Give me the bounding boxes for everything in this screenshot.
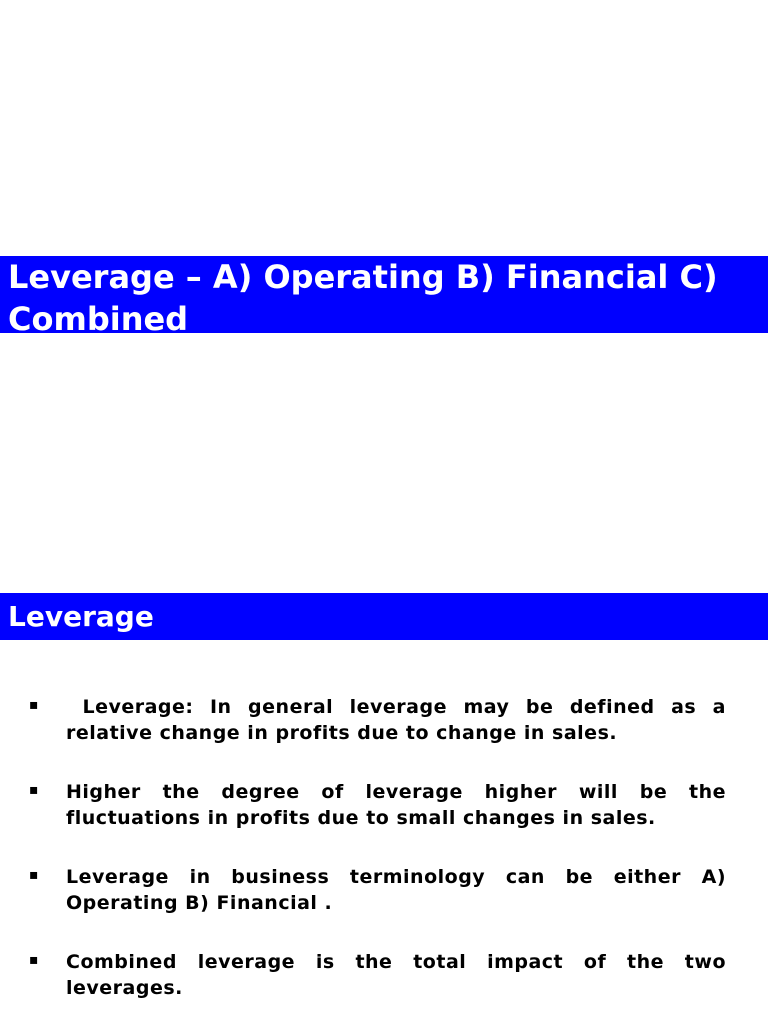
- bullet-text: Leverage in business terminology can be either A) Operating B) Financial .: [66, 866, 726, 914]
- list-item: [0, 864, 768, 916]
- square-bullet-icon: ▪: [29, 867, 39, 883]
- bullet-text: Leverage: In general leverage may be defined as a relative change in profits due to change in sales.: [66, 696, 726, 744]
- list-item: [0, 949, 768, 1001]
- slide-title: Leverage – A) Operating B) Financial C) Combined: [8, 258, 718, 338]
- bullet-list: [0, 694, 768, 1034]
- square-bullet-icon: ▪: [29, 952, 39, 968]
- square-bullet-icon: ▪: [29, 697, 39, 713]
- section-title: Leverage: [8, 600, 154, 633]
- list-item: [0, 779, 768, 831]
- slide-title-bar: [0, 256, 768, 338]
- bullet-text: Higher the degree of leverage higher will be the fluctuations in profits due to small changes in sales.: [66, 781, 726, 829]
- section-title-bar: [0, 593, 768, 640]
- list-item: [0, 694, 768, 746]
- bullet-text: Combined leverage is the total impact of the two leverages.: [66, 951, 726, 999]
- square-bullet-icon: ▪: [29, 782, 39, 798]
